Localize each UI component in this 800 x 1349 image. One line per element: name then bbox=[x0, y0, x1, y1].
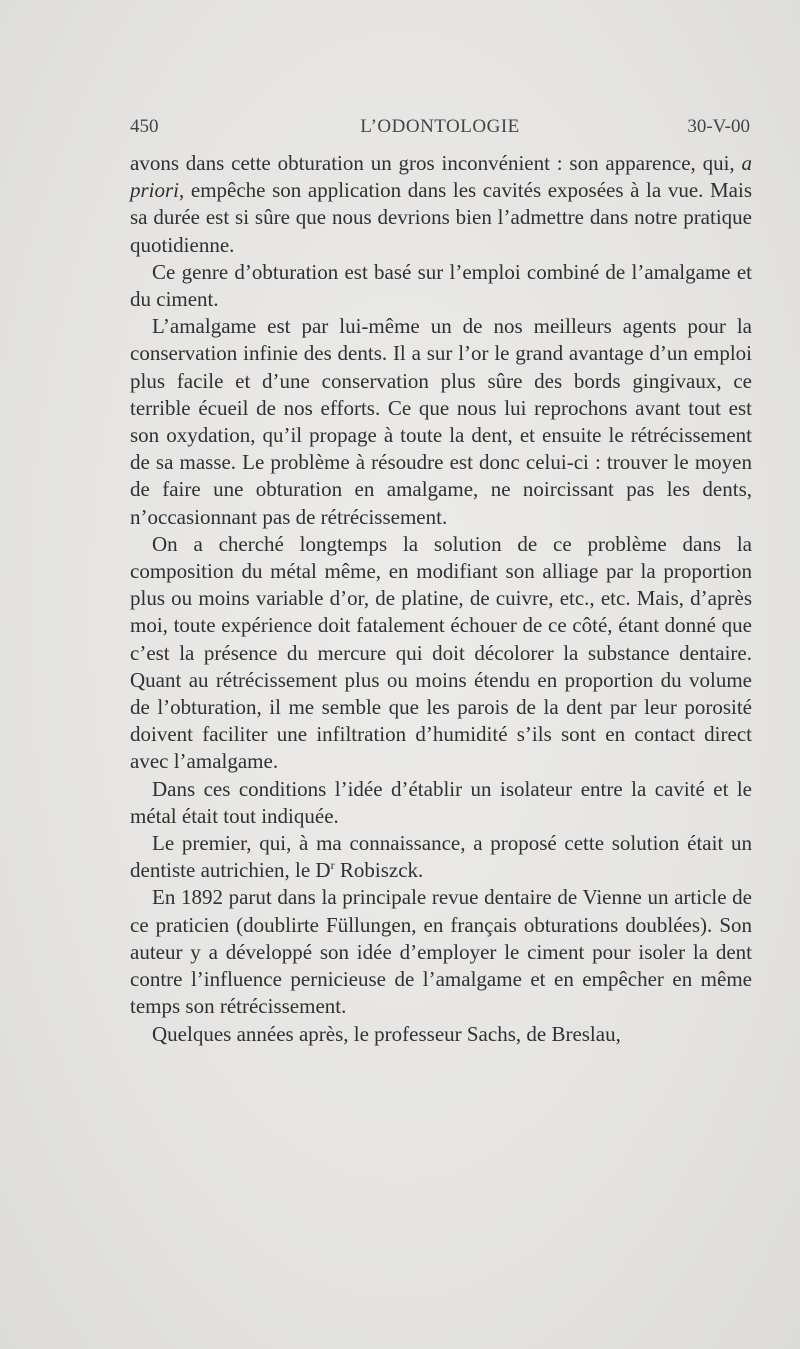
text-run: On a cherché longtemps la solution de ce problème dans la composition du métal même, en modifiant son alliage par la proportion plus ou moins variable d’or, de platine, de cuivre, etc., etc. Mais, d’après moi, toute expérience doit fatalement échouer de ce côté, étant donné que c’est la présence du mercure qui doit décolorer la substance dentaire. Quant au rétrécissement plus ou moins étendu en proportion du volume de l’obturation, il me semble que les parois de la dent par leur porosité doivent faciliter une infiltration d’humidité s’ils sont en contact direct avec l’amalgame. bbox=[130, 531, 752, 774]
text-run: Dans ces conditions l’idée d’établir un isolateur entre la cavité et le métal était tout indiquée. bbox=[130, 776, 752, 828]
paragraph bbox=[130, 776, 752, 830]
italic-text: a priori bbox=[130, 151, 752, 203]
paragraph bbox=[130, 150, 752, 259]
text-run: Quelques années après, le professeur Sachs, de Breslau, bbox=[152, 1021, 621, 1046]
issue-date: 30-V-00 bbox=[687, 116, 750, 137]
text-run: avons dans cette obturation un gros inconvénient : son apparence, qui, bbox=[130, 151, 742, 175]
paragraph bbox=[130, 884, 752, 1020]
text-run: Robiszck. bbox=[334, 858, 424, 883]
paragraph bbox=[130, 1021, 752, 1048]
running-title: L’ODONTOLOGIE bbox=[360, 116, 520, 137]
text-run: L’amalgame est par lui-même un de nos meilleurs agents pour la conservation infinie des dents. Il a sur l’or le grand avantage d’un emploi plus facile et d’une conservation plus sûre des bords gingivaux, ce terrible écueil de nos efforts. Ce que nous lui reprochons avant tout est son oxydation, qu’il propage à toute la dent, et ensuite le rétrécissement de sa masse. Le problème à résoudre est donc celui-ci : trouver le moyen de faire une obturation en amalgame, ne noircissant pas les dents, n’occasionnant pas de rétrécissement. bbox=[130, 314, 752, 529]
running-header bbox=[130, 116, 750, 142]
paragraph bbox=[130, 259, 752, 313]
text-run: Ce genre d’obturation est basé sur l’emploi combiné de l’amalgame et du ciment. bbox=[130, 259, 752, 312]
body-text bbox=[130, 150, 752, 1048]
superscript: r bbox=[330, 858, 335, 873]
page-number: 450 bbox=[130, 116, 159, 137]
paragraph bbox=[130, 830, 752, 884]
text-run: En 1892 parut dans la principale revue dentaire de Vienne un article de ce praticien (doublirte Füllungen, en français obturations doublées). Son auteur y a développé son idée d’employer le ciment pour isoler la dent contre l’influence pernicieuse de l’amalgame et en empêcher en même temps son rétrécissement. bbox=[130, 885, 752, 1019]
text-run: , empêche son application dans les cavités exposées à la vue. Mais sa durée est si sûre que nous devrions bien l’admettre dans notre pratique quotidienne. bbox=[130, 178, 752, 257]
text-run: Le premier, qui, à ma connaissance, a proposé cette solution était un dentiste autrichien, le D bbox=[130, 831, 752, 883]
paragraph bbox=[130, 313, 752, 531]
paragraph bbox=[130, 531, 752, 776]
